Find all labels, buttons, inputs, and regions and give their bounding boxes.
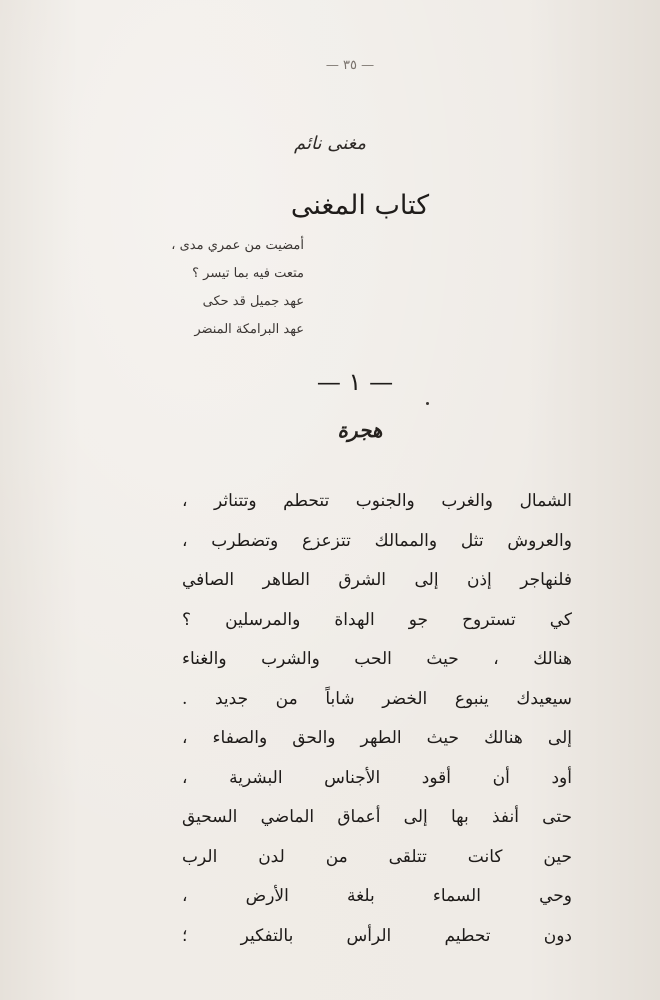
ornament-dot <box>426 402 429 405</box>
poem-subtitle: هجرة <box>337 418 383 442</box>
poem-verse: الشمال والغرب والجنوب تتحطم وتتناثر ، <box>182 491 572 511</box>
book-title: كتاب المغنى <box>290 190 430 221</box>
poem-verse: فلنهاجر إذن إلى الشرق الطاهر الصافي <box>182 570 572 590</box>
poem-verse: والعروش تثل والممالك تتزعزع وتضطرب ، <box>182 530 572 551</box>
poem-verse: حين كانت تتلقى من لدن الرب <box>182 846 572 867</box>
section-title: مغنى نائم <box>294 133 366 154</box>
epigraph-line: عهد جميل قد حكى <box>202 294 304 309</box>
poem-verse: وحي السماء بلغة الأرض ، <box>182 886 572 906</box>
poem-verse: هنالك ، حيث الحب والشرب والغناء <box>182 649 572 669</box>
epigraph-line: أمضيت من عمري مدى ، <box>171 238 304 253</box>
poem-verse: أود أن أقود الأجناس البشرية ، <box>182 767 572 788</box>
part-number: — ١ — <box>316 368 394 396</box>
poem-verse: سيعيدك ينبوع الخضر شاباً من جديد . <box>182 688 572 709</box>
page-number: — ٣٥ — <box>325 58 375 73</box>
epigraph-line: متعت فيه بما تيسر ؟ <box>192 266 304 281</box>
poem-verse: حتى أنفذ بها إلى أعماق الماضي السحيق <box>182 807 572 827</box>
epigraph-line: عهد البرامكة المنضر <box>194 322 304 337</box>
poem-verse: إلى هنالك حيث الطهر والحق والصفاء ، <box>182 728 572 748</box>
poem-verse: كي تستروح جو الهداة والمرسلين ؟ <box>182 609 572 630</box>
poem-verse: دون تحطيم الرأس بالتفكير ؛ <box>182 925 572 946</box>
epigraph <box>120 232 304 344</box>
poem-body <box>182 488 572 962</box>
